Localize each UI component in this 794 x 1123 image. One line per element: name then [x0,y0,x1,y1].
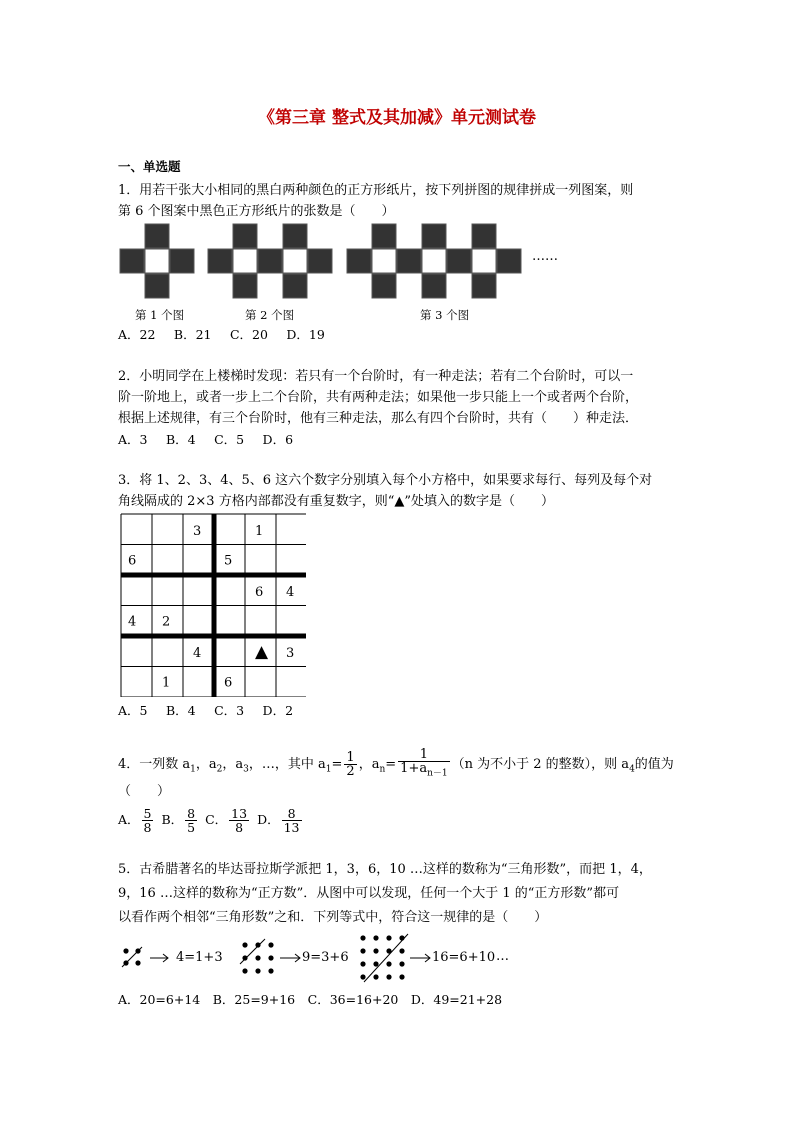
grid-cell-number: 4 [286,585,295,600]
q1-pattern-figure [118,222,568,302]
q5-text-line2: 9，16 …这样的数称为“正方数”．从图中可以发现，任何一个大于 1 的“正方形数”都可 [118,886,620,901]
fraction-one-half: $\frac{1}{2}$ [346,749,355,779]
q2-text-line1: 2．小明同学在上楼梯时发现：若只有一个台阶时，有一种走法；若有二个台阶时，可以一 [118,369,634,384]
arrow-3 [410,954,430,962]
arrow-2 [280,954,300,962]
section-heading: 一、单选题 [118,159,181,174]
q1-caption-1: 第 1 个图 [135,308,185,322]
dots-16 [360,934,408,982]
fraction-recurrence: $\frac{1}{1+a_{n-1}}$ [400,747,448,779]
q5-equation-2: 9=3+6 [302,950,349,965]
q1-options: A．22 B．21 C．20 D．19 [118,327,325,342]
q1-caption-2: 第 2 个图 [245,308,295,322]
grid-cell-number: 5 [224,553,233,569]
pattern-1 [120,224,194,298]
q4-text-line1: 4．一列数 $a_1$，$a_2$，$a_3$，…，其中 $a_1=$ $\frac{1}{2}$ ，$a_n=$ $\frac{1}{1+a_{n-1}}$ （n 为不小于 2 的整数），则 $a_4$的值为 [118,747,674,779]
q3-text-line2: 角线隔成的 2×3 方格内部都没有重复数字，则“▲”处填入的数字是（ ） [118,494,554,509]
q3-text-line1: 3．将 1、2、3、4、5、6 这六个数字分别填入每个小方格中，如果要求每行、每列及每个对 [118,473,653,488]
dots-4 [122,947,142,967]
q5-options: A．20=6+14 B．25=9+16 C．36=16+20 D．49=21+28 [118,992,503,1007]
grid-cell-number: 3 [193,524,202,539]
grid-cell-number: 4 [128,614,137,630]
grid-cell-number: 1 [162,675,171,691]
q5-ellipsis: … [496,949,509,964]
q5-text-line1: 5．古希腊著名的毕达哥拉斯学派把 1，3，6，10 …这样的数称为“三角形数”，而把 1，4， [118,862,652,877]
q1-text-line1: 1．用若干张大小相同的黑白两种颜色的正方形纸片，按下列拼图的规律拼成一列图案，则 [118,183,634,198]
arrow-1 [150,954,168,962]
q5-text-line3: 以看作两个相邻“三角形数”之和．下列等式中，符合这一规律的是（ ） [118,910,548,925]
grid-cell-number: 1 [255,524,264,539]
grid-cell-number: 6 [128,553,137,569]
q1-text-line2: 第 6 个图案中黑色正方形纸片的张数是（ ） [118,204,395,219]
q5-equation-3: 16=6+10 [432,950,496,965]
q2-text-line2: 阶一阶地上，或者一步上二个台阶，共有两种走法；如果他一步只能上一个或者两个台阶， [118,390,639,405]
q1-ellipsis: …… [532,249,558,264]
q3-number-grid [120,513,306,697]
pattern-3 [347,224,521,298]
q4-paren: （ ） [118,784,171,799]
q3-options: A．5 B．4 C．3 D．2 [118,703,294,718]
page-title: 《第三章 整式及其加减》单元测试卷 [258,108,536,128]
q1-caption-3: 第 3 个图 [420,308,470,322]
grid-cell-number: 6 [255,585,264,600]
q2-options: A．3 B．4 C．5 D．6 [118,432,294,447]
dots-9 [240,939,274,974]
grid-cell-triangle: ▲ [255,642,269,662]
q5-equation-1: 4=1+3 [176,950,223,965]
grid-cell-number: 4 [193,646,202,661]
q4-options: A． $\frac{5}{8}$ B． $\frac{8}{5}$ C． $\frac{13}{8}$ D． $\frac{8}{13}$ [118,806,300,835]
grid-cell-number: 3 [286,646,295,661]
pattern-2 [208,224,332,298]
grid-cell-number: 6 [224,675,233,691]
grid-cell-number: 2 [162,614,171,630]
q2-text-line3: 根据上述规律，有三个台阶时，他有三种走法，那么有四个台阶时，共有（ ）种走法． [118,411,639,426]
